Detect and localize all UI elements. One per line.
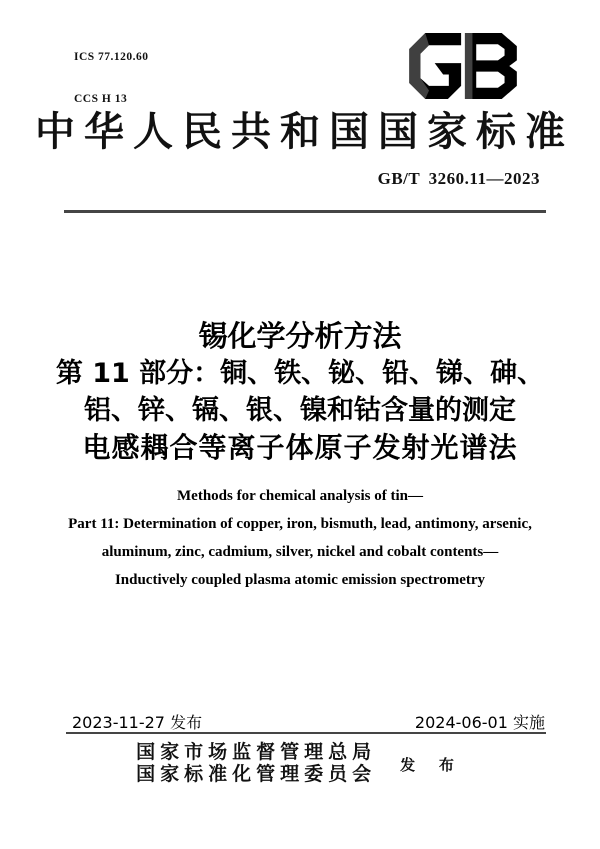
header-divider-line [64, 210, 546, 213]
publisher-line2: 国家标准化管理委员会 [136, 764, 377, 785]
ccs-code: CCS H 13 [74, 93, 128, 105]
implementation-date: 2024-06-01 实施 [414, 713, 545, 732]
english-title-line3: aluminum, zinc, cadmium, silver, nickel and cobalt contents— [101, 544, 499, 560]
footer-divider-line [66, 732, 546, 734]
issue-date: 2023-11-27 发布 [72, 713, 203, 732]
publisher-names [136, 742, 376, 786]
publisher-block [0, 742, 600, 786]
chinese-title [0, 318, 600, 466]
standard-number: GB/T 3260.11—2023 [377, 169, 540, 188]
ics-code: ICS 77.120.60 [74, 51, 149, 63]
gb-logo-icon [404, 32, 522, 100]
publisher-line1: 国家市场监督管理总局 [136, 742, 377, 763]
english-title-line2: Part 11: Determination of copper, iron, bismuth, lead, antimony, arsenic, [68, 516, 532, 532]
chinese-title-line2: 第 11 部分：铜、铁、铋、铅、锑、砷、 [55, 358, 545, 389]
chinese-title-line3: 铝、锌、镉、银、镍和钴含量的测定 [84, 395, 516, 426]
english-title-line4: Inductively coupled plasma atomic emission spectrometry [114, 572, 486, 588]
english-title-line1: Methods for chemical analysis of tin— [177, 488, 423, 504]
release-label: 发 布 [400, 757, 464, 774]
national-standard-heading: 中华人民共和国国家标准 [35, 109, 574, 154]
chinese-title-line1: 锡化学分析方法 [198, 319, 402, 353]
english-title [0, 482, 600, 594]
chinese-title-line4: 电感耦合等离子体原子发射光谱法 [82, 431, 518, 464]
